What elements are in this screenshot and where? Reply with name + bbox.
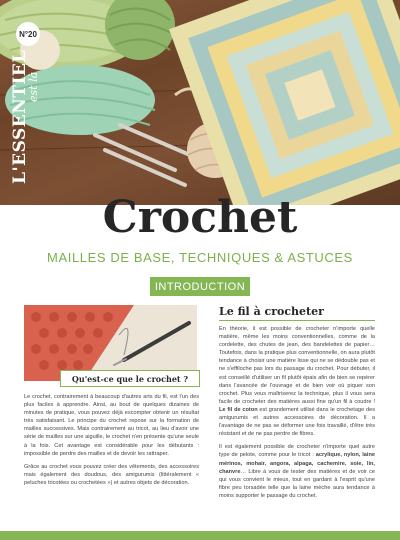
- right-paragraph-2: [219, 443, 375, 500]
- page-title: Crochet: [102, 192, 298, 243]
- right-section-title: Le fil à crocheter: [219, 305, 324, 318]
- paragraph-text: … Libre à vous de tester des matières et de voir ce qui vous convient le mieux, tout en gardant à l'esprit qu'une fibre peu torsadée telle que la laine mèche aura tendance à moins supporter le passage du crochet.: [219, 468, 375, 499]
- left-section-title: Qu'est-ce que le crochet ?: [60, 370, 200, 387]
- bottom-accent-bar: [0, 531, 400, 540]
- page-subtitle: MAILLES DE BASE, TECHNIQUES & ASTUCES: [47, 250, 353, 265]
- hero-photo: [0, 0, 400, 205]
- yarn-photo-illustration: [0, 0, 400, 205]
- right-paragraph-1: [219, 325, 375, 438]
- collection-name: L'ESSENTIEL: [10, 50, 30, 184]
- collection-label: [6, 50, 40, 192]
- left-column-text: [24, 393, 199, 492]
- section-banner: INTRODUCTION: [150, 277, 250, 296]
- paragraph-text: Il est également possible de crocheter n'importe quel autre type de pelote, comme pour le tricot :: [219, 444, 375, 459]
- paragraph-text: En théorie, il est possible de crocheter n'importe quelle matière, même les moins conventionnelles, comme de la cordelette, des chutes de jean, des bandelettes de papier… Toutefois, dans la pratique plus conventionnelle, on aura plutôt tendance à choisir une matière lisse qui ne se dédouble pas et ne s'effiloche pas lors du passage du crochet. Pour débuter, il est conseillé d'utiliser un fil plutôt épais afin de bien se repérer dans l'avancée de l'ouvrage et de bien voir où piquer son crochet. Plus vous maîtriserez la technique, plus il vous sera facile de crocheter des matières aussi fine qu'un fil à coudre !: [219, 326, 375, 405]
- paragraph-text: est grandement utilisé dans le crochetage des amigurumis et autres accessoires de décoration. Il a l'avantage de ne pas se déformer une fois travaillé, d'être très résistant et de ne pas perdre de fibres.: [219, 406, 375, 438]
- collection-tagline: est là: [27, 71, 40, 102]
- highlighted-terms: acrylique, nylon, laine mérinos, mohair, angora, alpaga, cachemire, soie, lin, chanvre: [219, 452, 375, 475]
- highlighted-term: Le fil de coton: [219, 406, 258, 413]
- right-column-text: [219, 325, 375, 505]
- left-paragraph: Le crochet, contrairement à beaucoup d'autres arts du fil, est l'un des plus faciles à apprendre. Ainsi, au bout de quelques dizaines de minutes de pratique, vous pouvez déjà escompter obtenir un résultat très satisfaisant. Le principe du crochet repose sur la formation de mailles successives. Mais contrairement au tricot, au lieu d'avoir une série de mailles sur une aiguille, le crochet n'en présente qu'une seule à la fois. Cet avantage est considérable pour les débutants : impossible de perdre des mailles et de devoir les rattraper.: [24, 394, 199, 457]
- left-paragraph: Grâce au crochet vous pouvez créer des vêtements, des accessoires mais également des doudous, des amigurumis (littéralement « peluches tricotées ou crochetées ») et autres objets de décoration.: [24, 463, 199, 486]
- issue-number-badge: N°20: [16, 22, 40, 46]
- section-divider: [219, 320, 375, 321]
